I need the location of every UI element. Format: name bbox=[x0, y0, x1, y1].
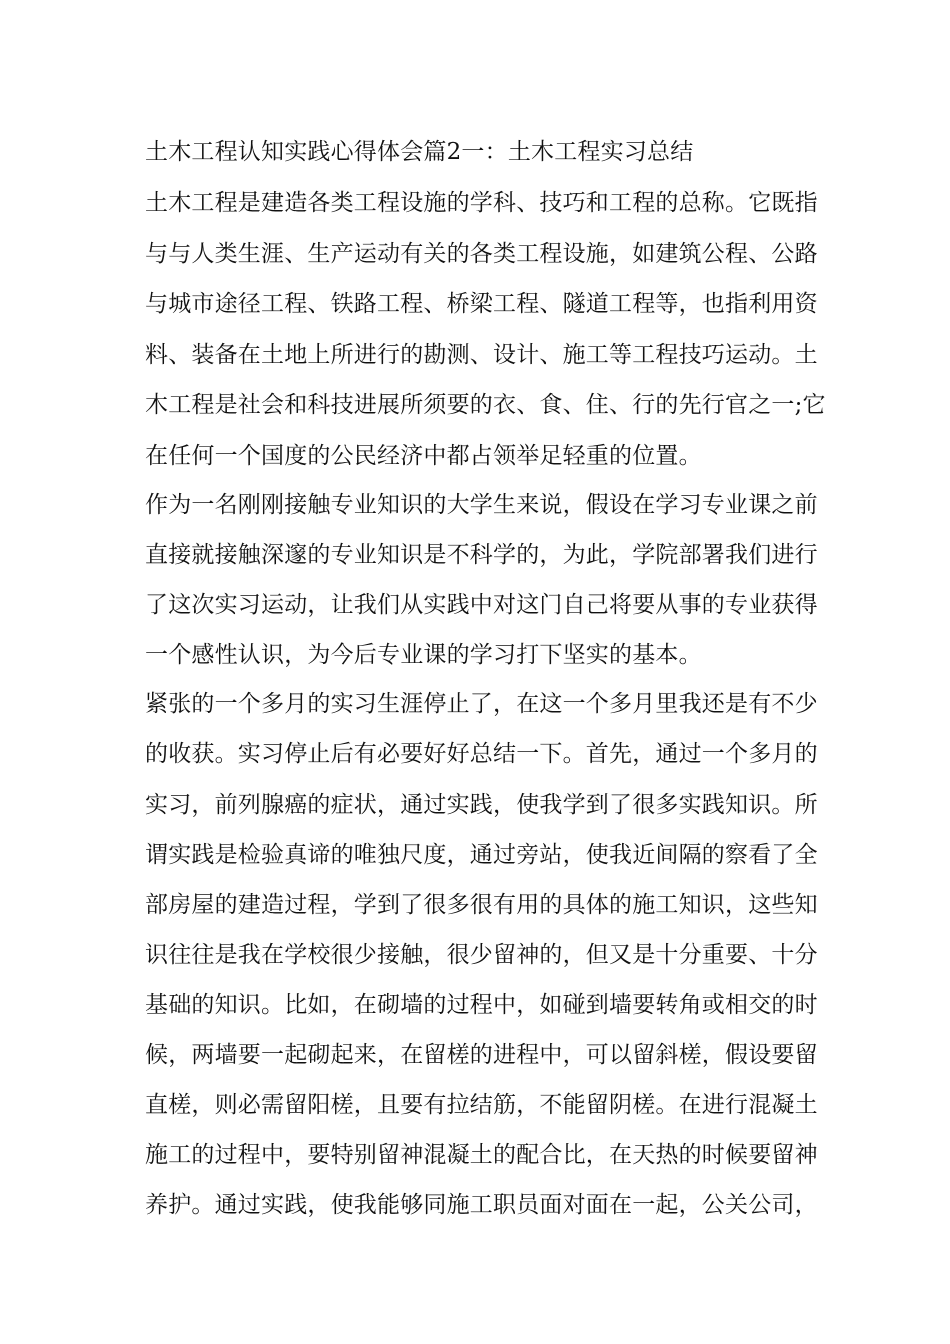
paragraph-3-line-4: 谓实践是检验真谛的唯独尺度，通过旁站，使我近间隔的察看了全 bbox=[145, 842, 818, 868]
document-title: 土木工程认知实践心得体会篇2一：土木工程实习总结 bbox=[145, 139, 694, 165]
paragraph-3-line-10: 施工的过程中，要特别留神混凝土的配合比，在天热的时候要留神 bbox=[145, 1142, 818, 1168]
paragraph-1-line-4: 料、装备在土地上所进行的勘测、设计、施工等工程技巧运动。土 bbox=[145, 342, 818, 368]
paragraph-2-line-1: 作为一名刚刚接触专业知识的大学生来说，假设在学习专业课之前 bbox=[145, 492, 818, 518]
paragraph-2-line-4: 一个感性认识，为今后专业课的学习打下坚实的基本。 bbox=[145, 642, 702, 668]
paragraph-1-line-2: 与与人类生涯、生产运动有关的各类工程设施，如建筑公程、公路 bbox=[145, 241, 818, 267]
paragraph-3-line-7: 基础的知识。比如，在砌墙的过程中，如碰到墙要转角或相交的时 bbox=[145, 992, 818, 1018]
paragraph-3-line-6: 识往往是我在学校很少接触，很少留神的，但又是十分重要、十分 bbox=[145, 942, 818, 968]
paragraph-1-line-6: 在任何一个国度的公民经济中都占领举足轻重的位置。 bbox=[145, 443, 702, 469]
paragraph-3-line-5: 部房屋的建造过程，学到了很多很有用的具体的施工知识，这些知 bbox=[145, 892, 818, 918]
paragraph-3-line-1: 紧张的一个多月的实习生涯停止了，在这一个多月里我还是有不少 bbox=[145, 691, 818, 717]
paragraph-1-line-3: 与城市途径工程、铁路工程、桥梁工程、隧道工程等，也指利用资 bbox=[145, 291, 818, 317]
paragraph-1-line-5: 木工程是社会和科技进展所须要的衣、食、住、行的先行官之一;它 bbox=[145, 392, 826, 418]
paragraph-3-line-11: 养护。通过实践，使我能够同施工职员面对面在一起，公关公司， bbox=[145, 1192, 818, 1218]
paragraph-3-line-9: 直槎，则必需留阳槎，且要有拉结筋，不能留阴槎。在进行混凝土 bbox=[145, 1092, 818, 1118]
paragraph-2-line-3: 了这次实习运动，让我们从实践中对这门自己将要从事的专业获得 bbox=[145, 592, 818, 618]
paragraph-2-line-2: 直接就接触深邃的专业知识是不科学的，为此，学院部署我们进行 bbox=[145, 542, 818, 568]
paragraph-3-line-2: 的收获。实习停止后有必要好好总结一下。首先，通过一个多月的 bbox=[145, 741, 818, 767]
paragraph-1-line-1: 土木工程是建造各类工程设施的学科、技巧和工程的总称。它既指 bbox=[145, 190, 818, 216]
paragraph-3-line-3: 实习，前列腺癌的症状，通过实践，使我学到了很多实践知识。所 bbox=[145, 792, 818, 818]
paragraph-3-line-8: 候，两墙要一起砌起来，在留槎的进程中，可以留斜槎，假设要留 bbox=[145, 1042, 818, 1068]
